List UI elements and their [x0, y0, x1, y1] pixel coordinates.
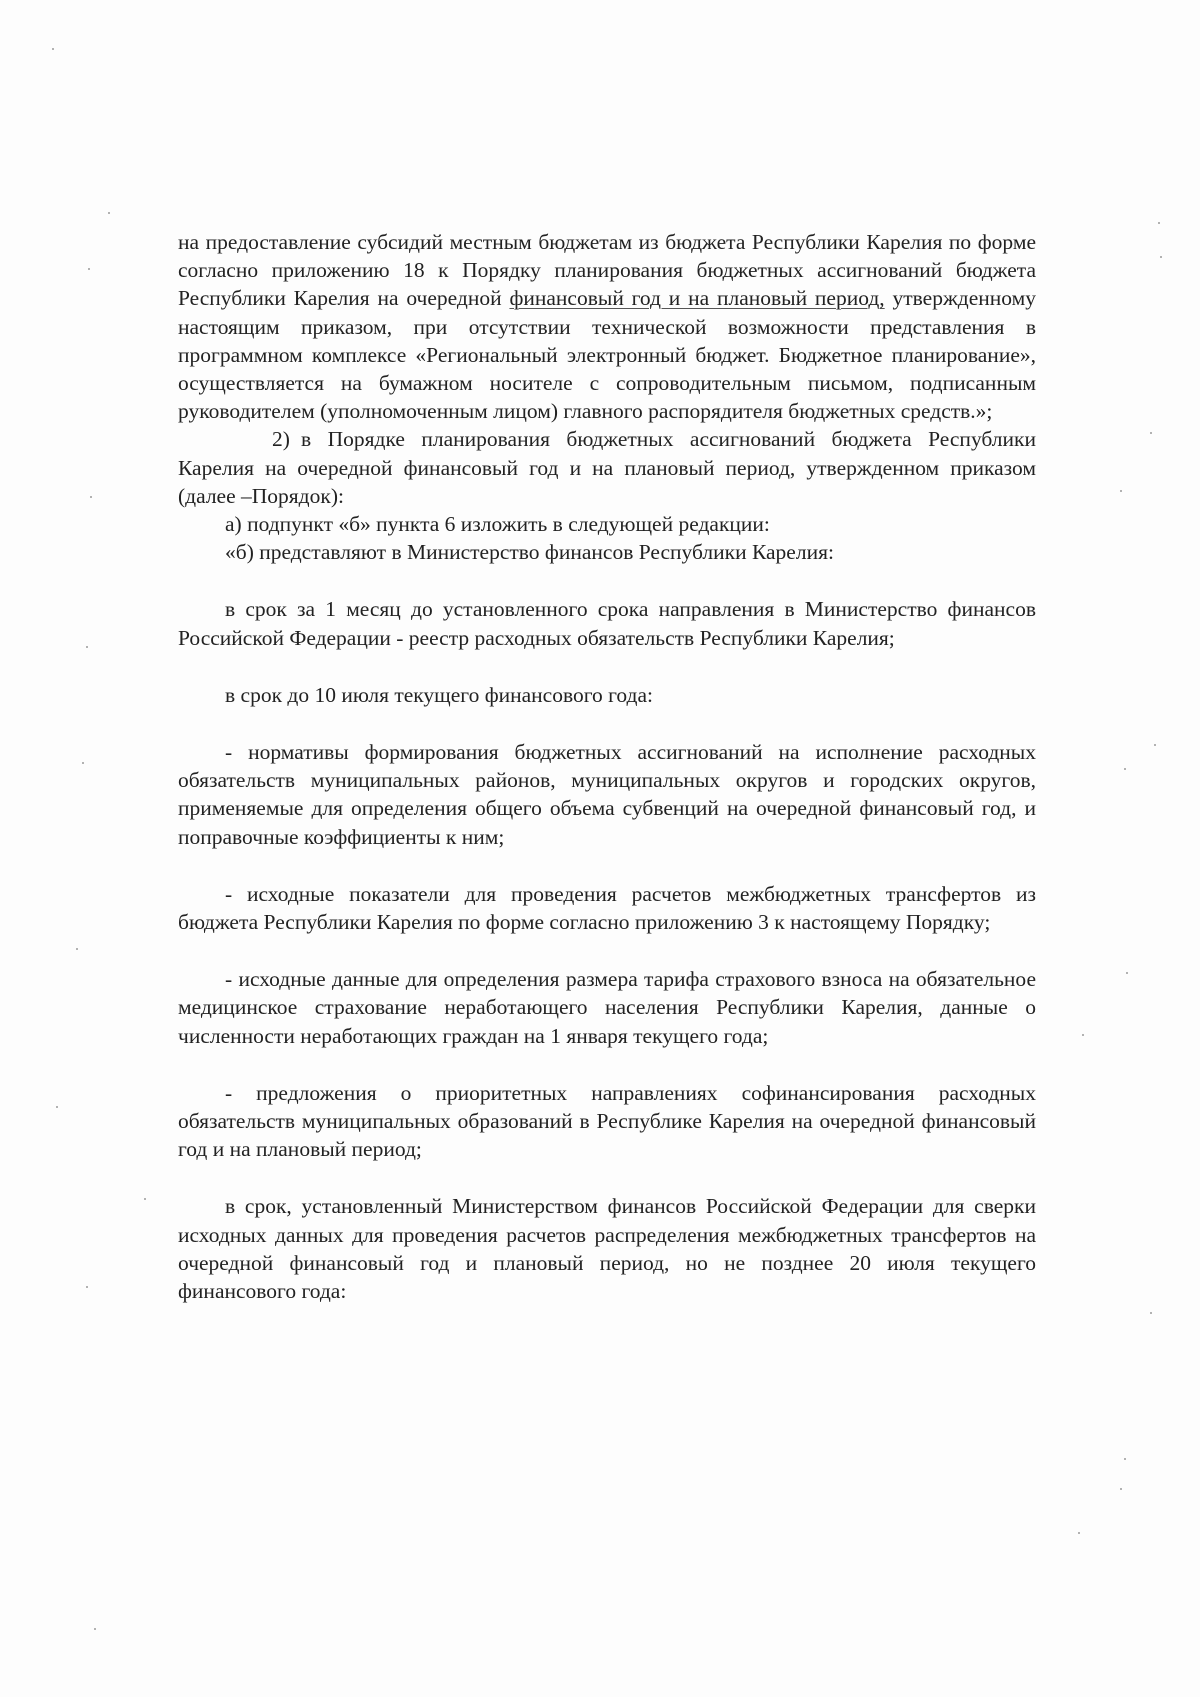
scan-speck — [1150, 1312, 1152, 1314]
paragraph-subsidies-start: на предоставление субсидий местным бюджетам из бюджета Республики Карелия по форме согласно приложению 18 к Порядку планирования бюджетных ассигнований бюджета Республики Карелия на очередной — [178, 230, 1036, 311]
underlined-phrase: финансовый год и на плановый период, — [509, 286, 885, 311]
subitem-b-heading: «б) представляют в Министерство финансов Республики Карелия: — [225, 540, 834, 565]
scan-speck — [1124, 768, 1126, 770]
scan-speck — [82, 762, 84, 764]
scan-speck — [52, 48, 54, 50]
scan-speck — [1082, 1034, 1084, 1036]
scan-speck — [90, 496, 92, 498]
list-item-insurance-data: - исходные данные для определения размера тарифа страхового взноса на обязательное медицинское страхование неработающего населения Республики Карелия, данные о численности неработающих граждан на 1 января текущего года; — [178, 967, 1036, 1048]
item-number: 2) — [272, 427, 290, 452]
scan-speck — [1120, 1488, 1122, 1490]
document-body — [178, 228, 1036, 1305]
paragraph-july-20-deadline: в срок, установленный Министерством финансов Российской Федерации для сверки исходных данных для проведения расчетов распределения межбюджетных трансфертов на очередной финансовый год и плановый период, но не позднее 20 июля текущего финансового года: — [178, 1194, 1036, 1304]
scan-speck — [1160, 256, 1162, 258]
scan-speck — [86, 646, 88, 648]
scan-speck — [1126, 972, 1128, 974]
paragraph-subsidies-continuation — [178, 228, 1036, 425]
list-item-norms: - нормативы формирования бюджетных ассигнований на исполнение расходных обязательств муниципальных районов, муниципальных округов и городских округов, применяемые для определения общего объема субвенций на очередной финансовый год, и поправочные коэффициенты к ним; — [178, 740, 1036, 849]
list-item-initial-indicators: - исходные показатели для проведения расчетов межбюджетных трансфертов из бюджета Республики Карелия по форме согласно приложению 3 к настоящему Порядку; — [178, 881, 1036, 935]
numbered-item-2 — [178, 425, 1036, 510]
scan-speck — [1120, 490, 1122, 492]
scan-speck — [88, 268, 90, 270]
scan-speck — [1150, 432, 1152, 434]
subitem-a: а) подпункт «б» пункта 6 изложить в следующей редакции: — [225, 512, 770, 537]
scan-speck — [1124, 1458, 1126, 1460]
scan-speck — [94, 1628, 96, 1630]
scan-speck — [1078, 1532, 1080, 1534]
scan-speck — [1154, 744, 1156, 746]
paragraph-registry-deadline: в срок за 1 месяц до установленного срока направления в Министерство финансов Российской Федерации - реестр расходных обязательств Республики Карелия; — [178, 597, 1036, 650]
paragraph-subsidies-end: утвержденному настоящим приказом, при отсутствии технической возможности представления в программном комплексе «Региональный электронный бюджет. Бюджетное планирование», осуществляется на бумажном носителе с сопроводительным письмом, подписанным руководителем (уполномоченным лицом) главного распорядителя бюджетных средств.»; — [178, 286, 1036, 424]
scan-speck — [76, 948, 78, 950]
scan-speck — [86, 1286, 88, 1288]
paragraph-july-10-deadline: в срок до 10 июля текущего финансового года: — [225, 682, 654, 707]
scan-speck — [56, 1106, 58, 1108]
item-2-text: в Порядке планирования бюджетных ассигнований бюджета Республики Карелия на очередной финансовый год и на плановый период, утвержденном приказом (далее –Порядок): — [178, 427, 1036, 508]
scan-speck — [1158, 222, 1160, 224]
scan-speck — [144, 1198, 146, 1200]
scan-speck — [108, 212, 110, 214]
list-item-cofinancing-proposals: - предложения о приоритетных направлениях софинансирования расходных обязательств муниципальных образований в Республике Карелия на очередной финансовый год и на плановый период; — [178, 1080, 1036, 1162]
